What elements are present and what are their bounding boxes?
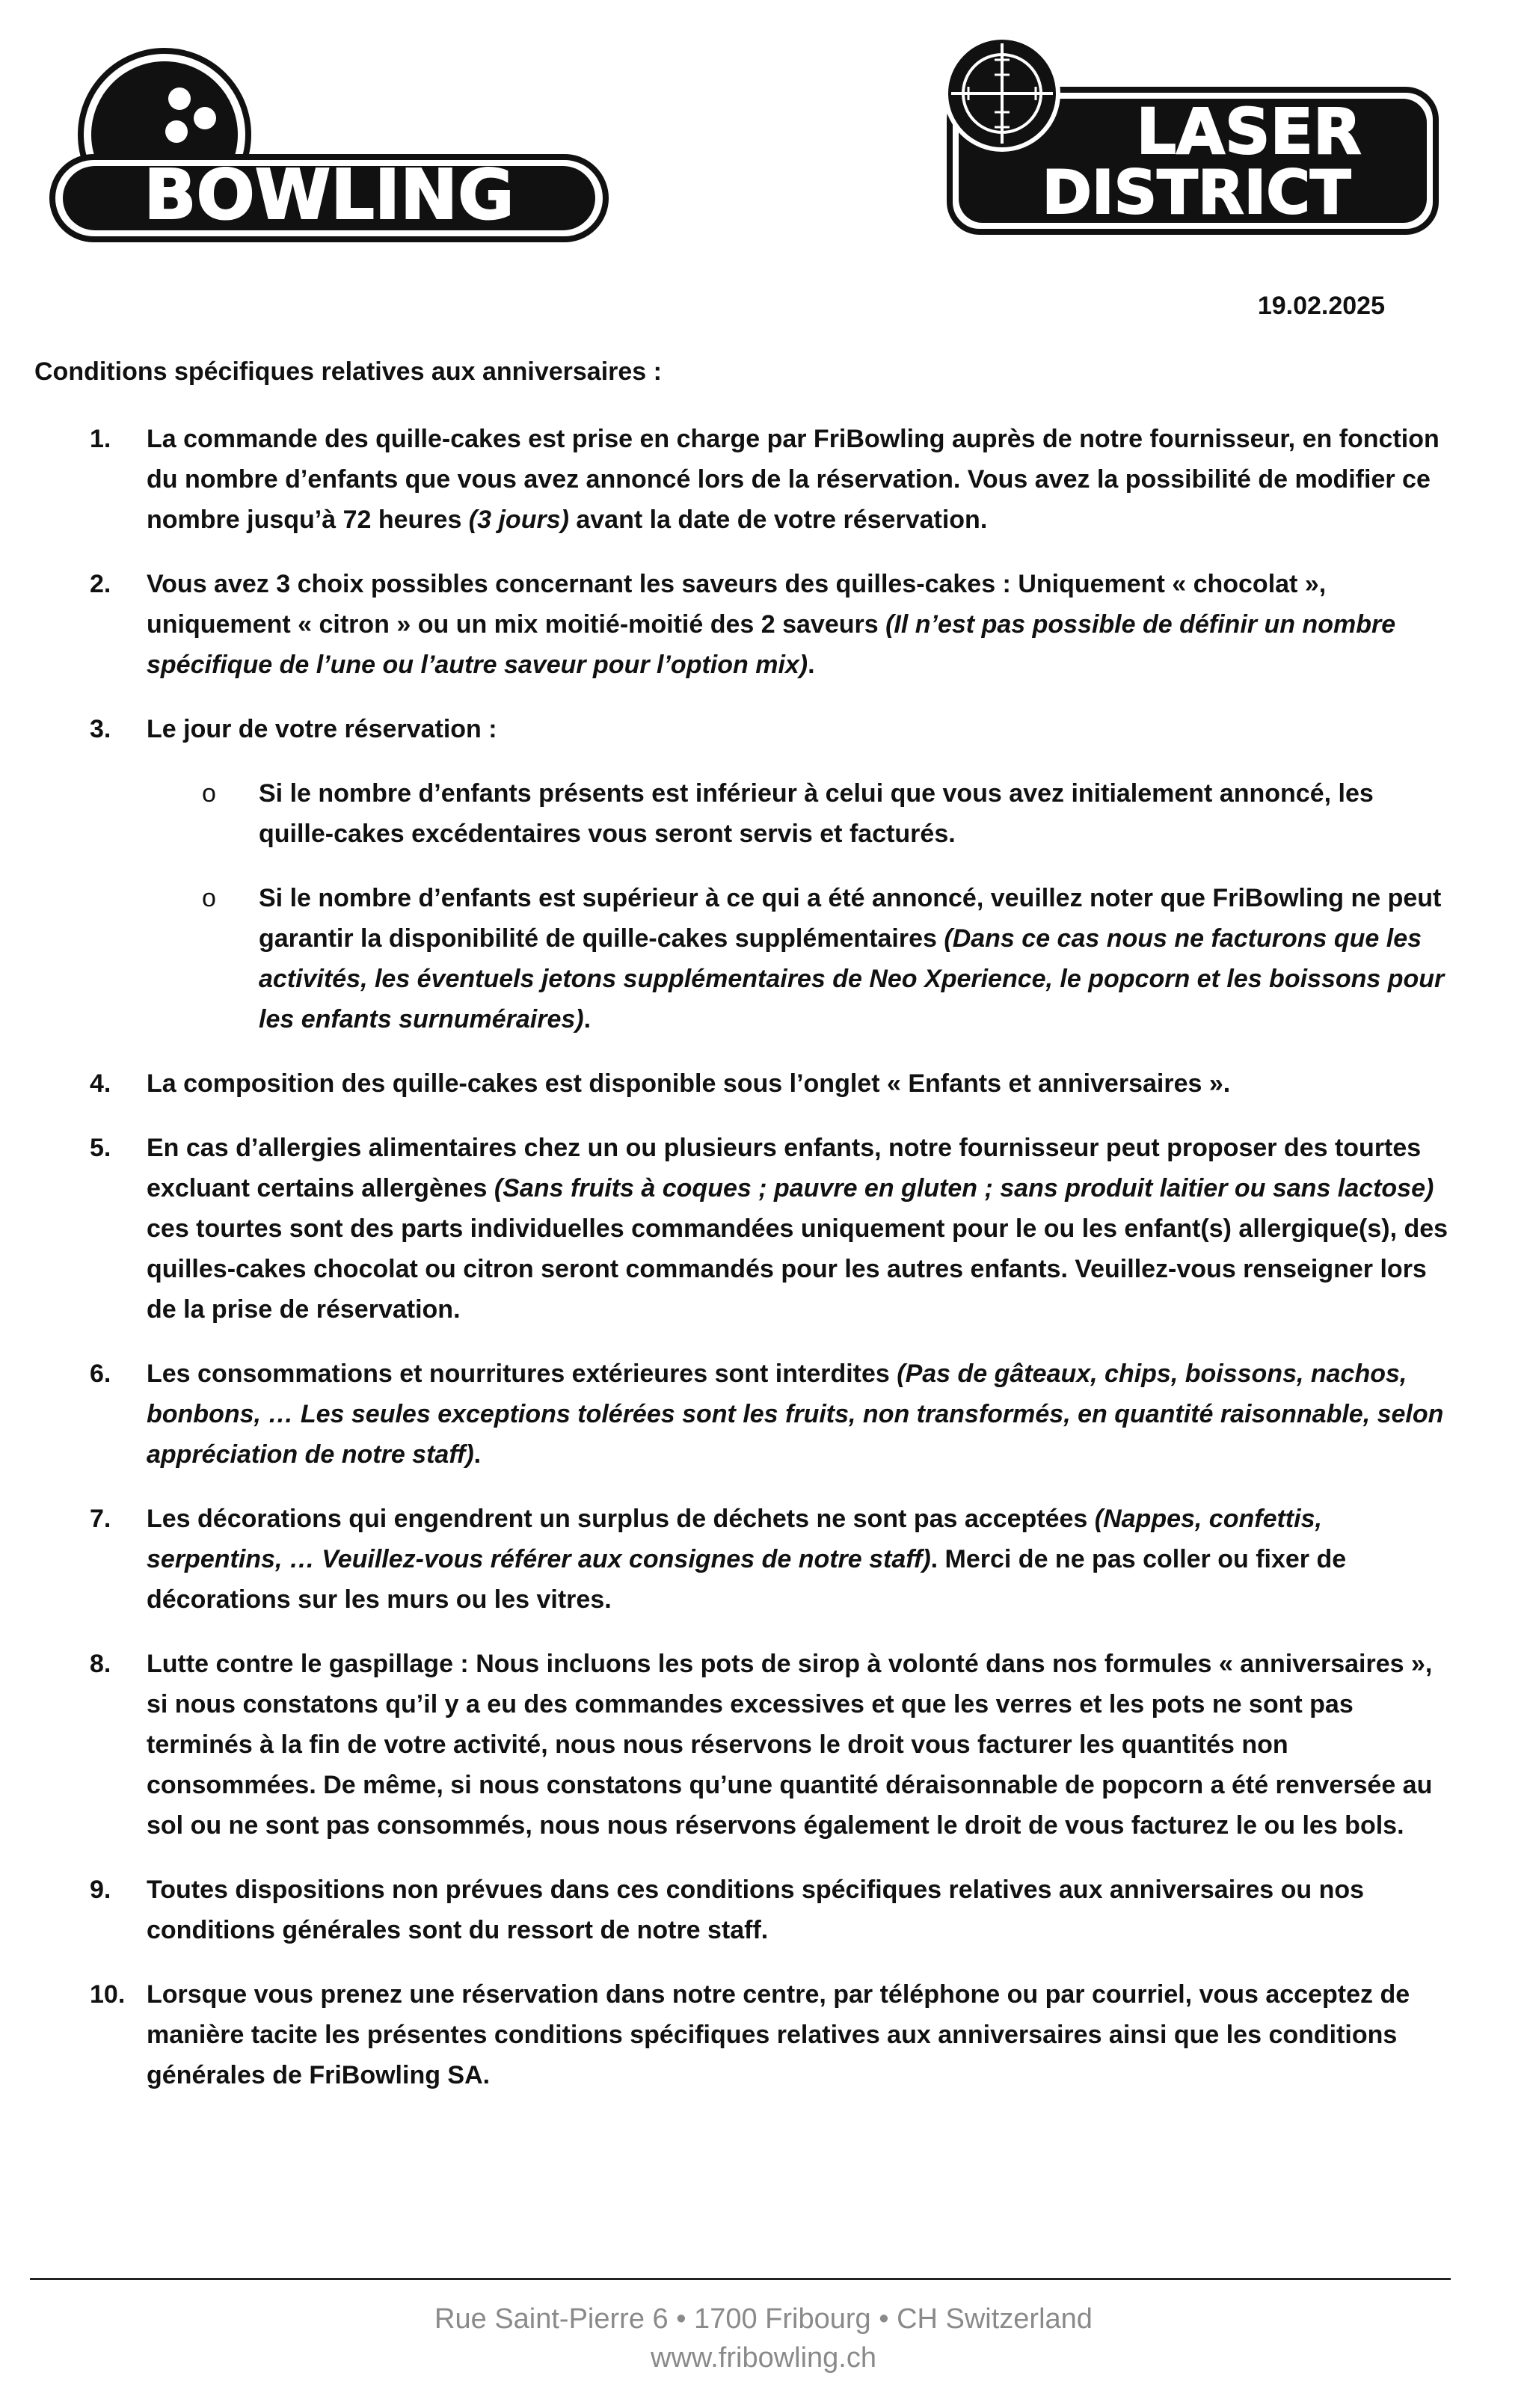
item-text: Lorsque vous prenez une réservation dans notre centre, par téléphone ou par courriel, vous acceptez de manière tacite les présentes conditions spécifiques relatives aux anniversaires ainsi que les conditions générales de FriBowling SA. xyxy=(147,1980,1410,2089)
item-number: 6. xyxy=(90,1360,111,1388)
condition-item xyxy=(34,564,1455,685)
item-text-after: ces tourtes sont des parts individuelles commandées uniquement pour le ou les enfant(s) allergique(s), des quilles-cakes chocolat ou citron seront commandés pour les autres enfants. Veuillez-vous renseigner lors de la prise de réservation. xyxy=(147,1214,1448,1324)
footer-website-link[interactable]: www.fribowling.ch xyxy=(651,2342,876,2374)
condition-item xyxy=(34,1870,1455,1950)
item-number: 5. xyxy=(90,1134,111,1162)
sub-item xyxy=(34,878,1455,1039)
condition-item xyxy=(34,1974,1455,2095)
crosshair-icon xyxy=(946,37,1058,150)
item-text: Le jour de votre réservation : xyxy=(147,715,497,743)
item-number: 8. xyxy=(90,1650,111,1678)
document-date: 19.02.2025 xyxy=(1257,292,1385,320)
condition-item xyxy=(34,419,1455,540)
condition-item xyxy=(34,1063,1455,1104)
sub-item-italic-text: (Dans ce cas nous ne facturons que les activités, les éventuels jetons supplémentaires de Neo Xperience, le popcorn et les boissons pour les enfants surnuméraires) xyxy=(259,924,1445,1033)
laser-logo-text-line2: DISTRICT xyxy=(1042,158,1351,227)
item-italic-text: (Nappes, confettis, serpentins, … Veuillez-vous référer aux consignes de notre staff) xyxy=(147,1505,1322,1573)
item-text-after: . xyxy=(473,1440,482,1469)
item-number: 1. xyxy=(90,425,111,453)
item-text: Les décorations qui engendrent un surplus de déchets ne sont pas acceptées xyxy=(147,1505,1095,1533)
condition-item xyxy=(34,1128,1455,1330)
item-number: 4. xyxy=(90,1069,111,1098)
condition-item xyxy=(34,1499,1455,1620)
sub-item-bullet: o xyxy=(202,779,216,808)
item-italic-text: (3 jours) xyxy=(468,506,569,534)
condition-item xyxy=(34,1644,1455,1846)
sub-item xyxy=(34,773,1455,854)
conditions-list xyxy=(34,419,1455,2119)
item-italic-text: (Il n’est pas possible de définir un nombre spécifique de l’une ou l’autre saveur pour l’option mix) xyxy=(147,610,1396,679)
item-text: En cas d’allergies alimentaires chez un ou plusieurs enfants, notre fournisseur peut proposer des tourtes excluant certains allergènes xyxy=(147,1134,1422,1203)
item-text: Vous avez 3 choix possibles concernant les saveurs des quilles-cakes : Uniquement « chocolat », uniquement « citron » ou un mix moitié-moitié des 2 saveurs xyxy=(147,570,1327,639)
condition-item xyxy=(34,1354,1455,1475)
item-text: Les consommations et nourritures extérieures sont interdites xyxy=(147,1360,897,1388)
sub-item-text-after: . xyxy=(583,1005,592,1033)
footer-divider xyxy=(30,2278,1451,2280)
item-number: 7. xyxy=(90,1505,111,1533)
item-number: 2. xyxy=(90,570,111,598)
item-text: La composition des quille-cakes est disponible sous l’onglet « Enfants et anniversaires ». xyxy=(147,1069,1231,1098)
item-text: La commande des quille-cakes est prise en charge par FriBowling auprès de notre fournisseur, en fonction du nombre d’enfants que vous avez annoncé lors de la réservation. Vous avez la possibilité de modifier ce nombre jusqu’à 72 heures xyxy=(147,425,1440,534)
item-text-after: . Merci de ne pas coller ou fixer de décorations sur les murs ou les vitres. xyxy=(147,1545,1347,1614)
item-number: 10. xyxy=(90,1980,126,2009)
page-title: Conditions spécifiques relatives aux anniversaires : xyxy=(34,357,662,386)
item-text-after: avant la date de votre réservation. xyxy=(568,506,988,534)
sub-item-text: Si le nombre d’enfants est supérieur à ce qui a été annoncé, veuillez noter que FriBowling ne peut garantir la disponibilité de quille-cakes supplémentaires xyxy=(259,884,1442,953)
item-italic-text: (Pas de gâteaux, chips, boissons, nachos, bonbons, … Les seules exceptions tolérées sont les fruits, non transformés, en quantité raisonnable, selon appréciation de notre staff) xyxy=(147,1360,1444,1469)
item-number: 3. xyxy=(90,715,111,743)
sub-item-bullet: o xyxy=(202,884,216,912)
bowling-logo-text: BOWLING xyxy=(144,155,514,235)
laser-logo-text-line1: LASER xyxy=(1136,95,1362,168)
item-text: Toutes dispositions non prévues dans ces conditions spécifiques relatives aux anniversaires ou nos conditions générales sont du ressort de notre staff. xyxy=(147,1876,1365,1944)
item-italic-text: (Sans fruits à coques ; pauvre en gluten ; sans produit laitier ou sans lactose) xyxy=(494,1174,1434,1203)
bowling-logo xyxy=(37,45,613,247)
item-text: Lutte contre le gaspillage : Nous incluons les pots de sirop à volonté dans nos formules « anniversaires », si nous constatons qu’il y a eu des commandes excessives et que les verres et les pots ne sont pas terminés à la fin de votre activité, nous nous réservons le droit vous facturer les quantités non consommées. De même, si nous constatons qu’une quantité déraisonnable de popcorn a été renversée au sol ou ne sont pas consommés, nous nous réservons également le droit de vous facturez le ou les bols. xyxy=(147,1650,1433,1840)
laser-district-logo xyxy=(935,30,1451,239)
item-number: 9. xyxy=(90,1876,111,1904)
footer-address: Rue Saint-Pierre 6 • 1700 Fribourg • CH Switzerland xyxy=(434,2303,1093,2335)
condition-item xyxy=(34,709,1455,749)
item-text-after: . xyxy=(808,651,815,679)
sub-item-text: Si le nombre d’enfants présents est inférieur à celui que vous avez initialement annoncé, les quille-cakes excédentaires vous seront servis et facturés. xyxy=(259,779,1374,848)
